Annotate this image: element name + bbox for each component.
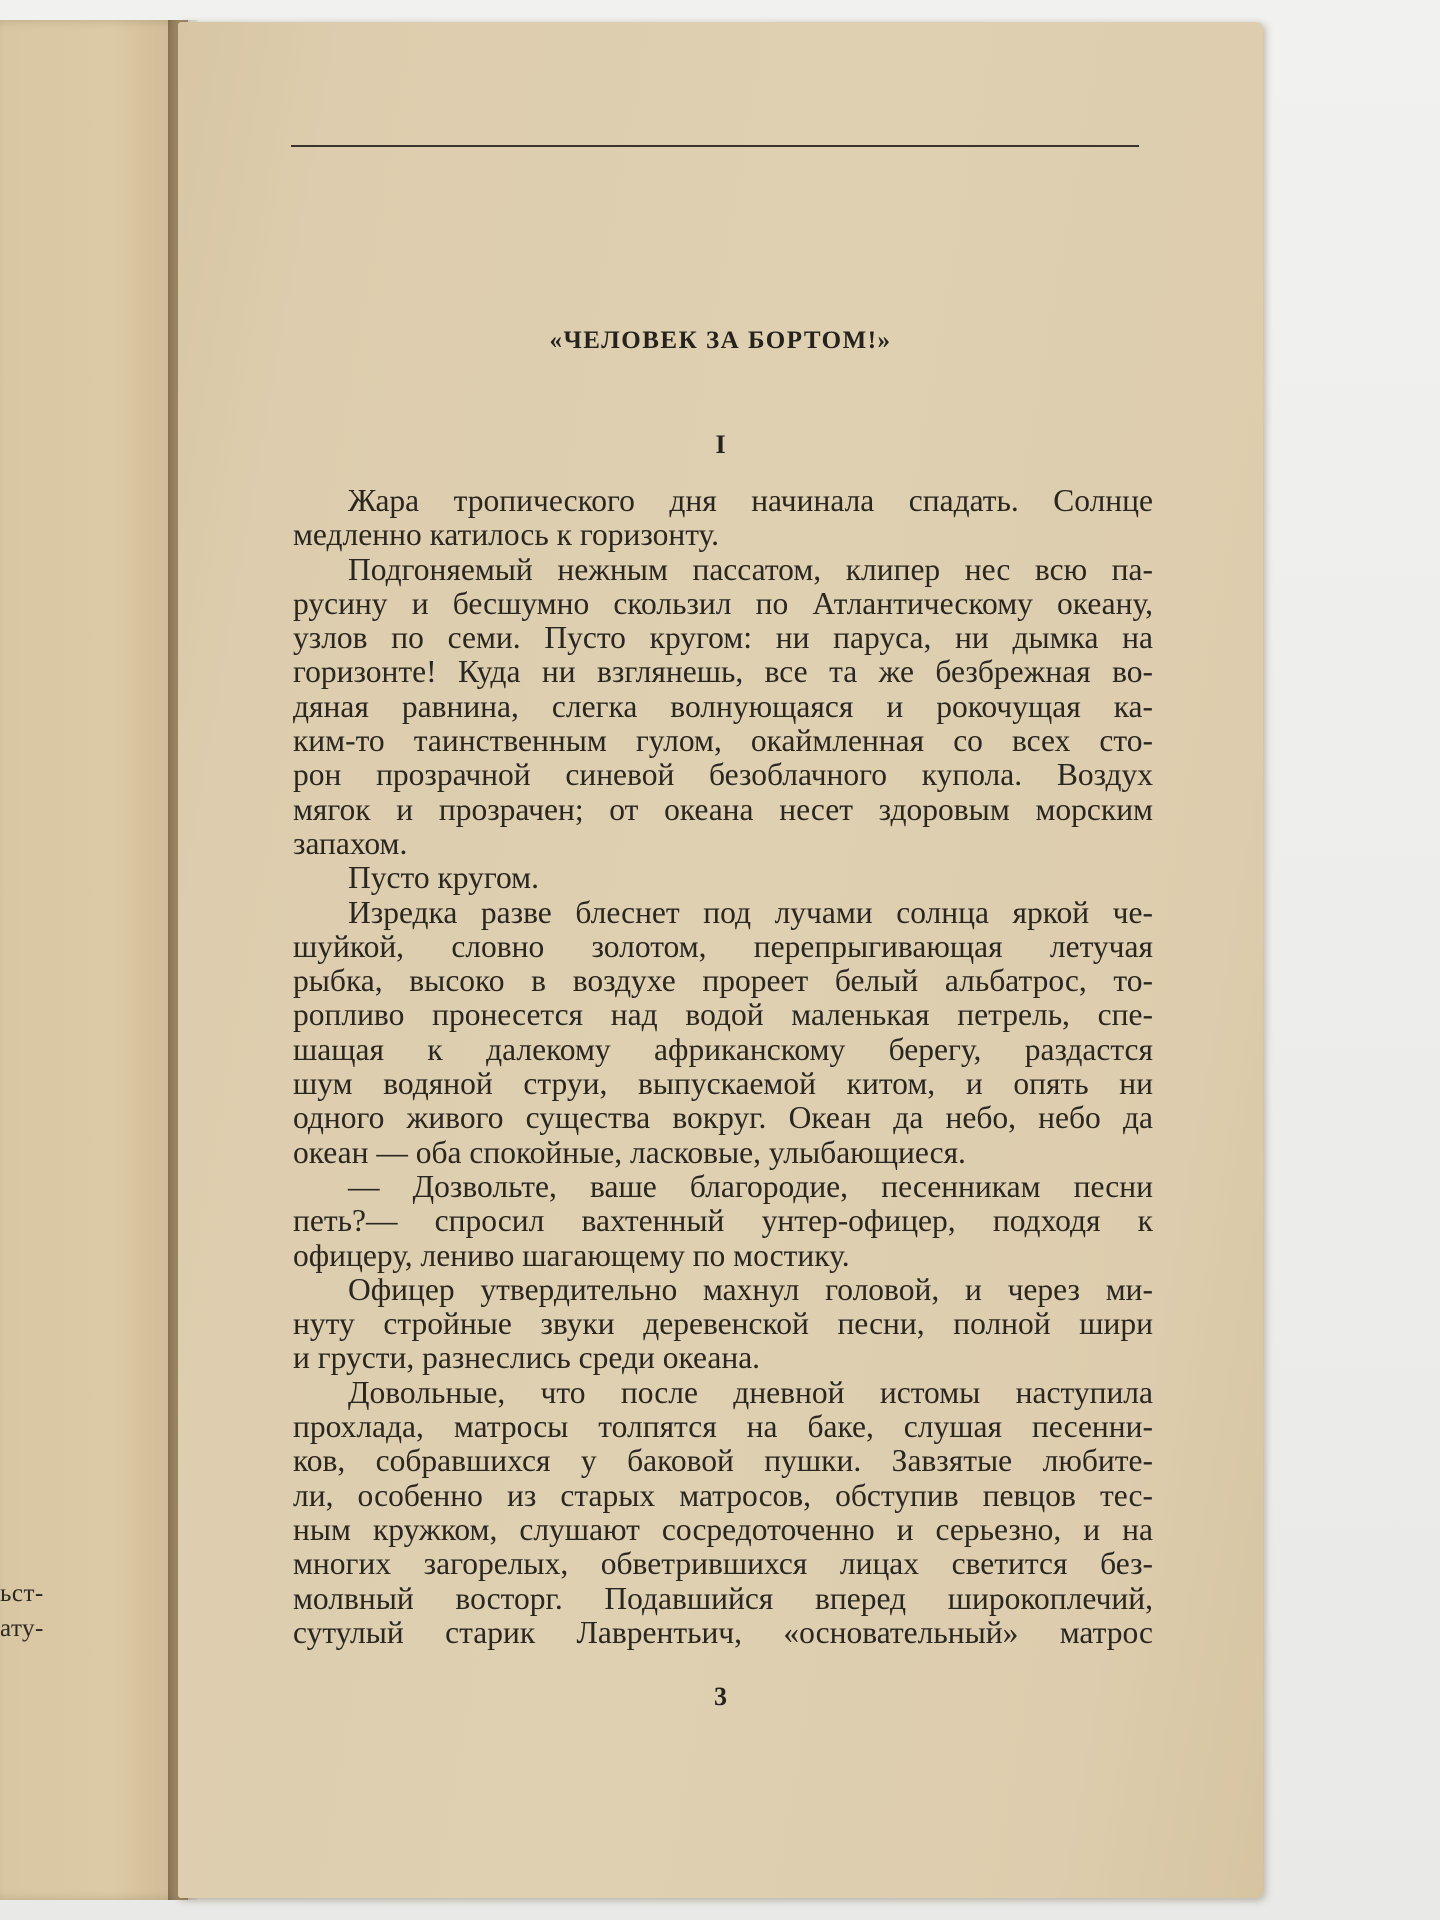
section-number: I xyxy=(715,430,726,459)
text-line: узлов по семи. Пусто кругом: ни паруса, ни дымка на xyxy=(293,620,1153,656)
text-line: запахом. xyxy=(293,825,408,861)
text-line: и грусти, разнеслись среди океана. xyxy=(293,1340,761,1376)
text-line: одного живого существа вокруг. Океан да небо, небо да xyxy=(293,1100,1153,1136)
text-line: ным кружком, слушают сосредоточенно и серьезно, и на xyxy=(293,1511,1153,1547)
chapter-title: «ЧЕЛОВЕК ЗА БОРТОМ!» xyxy=(549,327,892,354)
text-line: ли, особенно из старых матросов, обступив певцов тес- xyxy=(293,1477,1153,1513)
text-line: офицеру, лениво шагающему по мостику. xyxy=(293,1237,850,1273)
text-line: русину и бесшумно скользил по Атлантическому океану, xyxy=(293,585,1153,621)
text-line: шуйкой, словно золотом, перепрыгивающая летучая xyxy=(293,928,1153,964)
text-line: медленно катилось к горизонту. xyxy=(293,517,720,553)
text-line: Жара тропического дня начинала спадать. Солнце xyxy=(348,483,1153,518)
text-line: нуту стройные звуки деревенской песни, полной шири xyxy=(293,1306,1153,1342)
text-line: рон прозрачной синевой безоблачного купола. Воздух xyxy=(293,757,1153,793)
text-line: Пусто кругом. xyxy=(348,860,539,896)
text-line: прохлада, матросы толпятся на баке, слушая песенни- xyxy=(293,1409,1153,1445)
previous-page-text-fragment: ьст- xyxy=(0,1580,44,1607)
text-line: сутулый старик Лаврентьич, «основательный» матрос xyxy=(293,1614,1153,1650)
text-line: шащая к далекому африканскому берегу, раздастся xyxy=(293,1031,1153,1067)
text-line: ропливо пронесется над водой маленькая петрель, спе- xyxy=(293,997,1153,1033)
book-page xyxy=(178,22,1263,1898)
text-line: шум водяной струи, выпускаемой китом, и опять ни xyxy=(293,1066,1153,1102)
text-line: мягок и прозрачен; от океана несет здоровым морским xyxy=(293,791,1153,827)
text-line: Изредка разве блеснет под лучами солнца яркой че- xyxy=(348,894,1153,930)
previous-page-text-fragment: ату- xyxy=(0,1615,44,1642)
text-line: молвный восторг. Подавшийся вперед широкоплечий, xyxy=(293,1580,1153,1616)
body-text xyxy=(293,484,1153,1650)
text-line: Офицер утвердительно махнул головой, и через ми- xyxy=(348,1271,1153,1307)
page-number: 3 xyxy=(714,1682,727,1711)
text-line: ков, собравшихся у баковой пушки. Завзятые любите- xyxy=(293,1443,1153,1479)
text-line: — Дозвольте, ваше благородие, песенникам песни xyxy=(348,1168,1153,1204)
previous-page xyxy=(0,20,188,1900)
text-line: горизонте! Куда ни взглянешь, все та же безбрежная во- xyxy=(293,654,1153,690)
text-line: дяная равнина, слегка волнующаяся и рокочущая ка- xyxy=(293,688,1153,724)
text-line: петь?— спросил вахтенный унтер-офицер, подходя к xyxy=(293,1203,1153,1239)
text-line: Довольные, что после дневной истомы наступила xyxy=(348,1374,1153,1410)
text-line: многих загорелых, обветрившихся лицах светится без- xyxy=(293,1546,1153,1582)
header-rule xyxy=(291,145,1139,147)
text-line: рыбка, высоко в воздухе прореет белый альбатрос, то- xyxy=(293,963,1153,999)
text-line: океан — оба спокойные, ласковые, улыбающиеся. xyxy=(293,1134,966,1170)
text-line: Подгоняемый нежным пассатом, клипер нес всю па- xyxy=(348,551,1153,587)
text-line: ким-то таинственным гулом, окаймленная со всех сто- xyxy=(293,723,1153,759)
